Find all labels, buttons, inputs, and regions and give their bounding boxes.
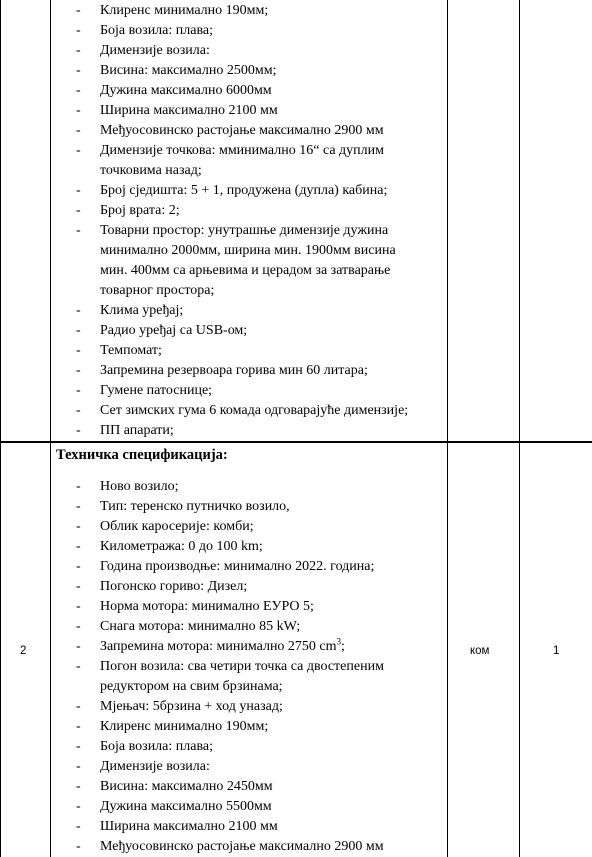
list-dash: -: [76, 363, 81, 378]
table-border-left: [0, 0, 1, 857]
list-dash: -: [76, 779, 81, 794]
table-border-col1: [50, 0, 51, 857]
list-item: [76, 301, 444, 321]
list-dash: -: [76, 423, 81, 438]
list-item-text: [100, 421, 174, 441]
list-item: [76, 517, 444, 537]
list-dash: -: [76, 759, 81, 774]
list-item: [76, 1, 444, 21]
list-item: [76, 817, 444, 837]
list-item: [76, 401, 444, 421]
list-dash: -: [76, 579, 81, 594]
list-item: [76, 717, 444, 737]
list-item-line: Норма мотора: минимално ЕУРО 5;: [100, 599, 314, 614]
list-item-line: Димензије возила:: [100, 759, 210, 774]
list-item-line: Тип: теренско путничко возило,: [100, 499, 290, 514]
list-dash: -: [76, 539, 81, 554]
list-item-line: Дужина максимално 6000мм: [100, 83, 272, 98]
list-item: [76, 81, 444, 101]
table-row-divider: [0, 441, 592, 443]
list-item-line: Висина: максимално 2450мм: [100, 779, 273, 794]
list-dash: -: [76, 839, 81, 854]
list-item-text: [100, 817, 278, 837]
list-dash: -: [76, 599, 81, 614]
list-item-line: Клиренс минимално 190мм;: [100, 719, 269, 734]
list-item-text: [100, 737, 213, 757]
list-item-text: [100, 777, 273, 797]
list-item: [76, 497, 444, 517]
list-dash: -: [76, 499, 81, 514]
list-dash: -: [76, 559, 81, 574]
list-item-line: Међуосовинско растојање максимално 2900 мм: [100, 839, 384, 854]
list-item: [76, 477, 444, 497]
list-item-text: [100, 497, 290, 517]
list-item-line: точковима назад;: [100, 163, 202, 178]
list-dash: -: [76, 739, 81, 754]
list-item-line: Погонско гориво: Дизел;: [100, 579, 248, 594]
list-item-line: Дужина максимално 5500мм: [100, 799, 272, 814]
list-dash: -: [76, 699, 81, 714]
list-item: [76, 637, 444, 657]
list-item-text: [100, 797, 272, 817]
table-border-col2: [447, 0, 448, 857]
list-item-line: мин. 400мм са арњевима и церадом за затварање: [100, 263, 391, 278]
list-item-text: [100, 341, 162, 361]
list-dash: -: [76, 223, 81, 238]
list-item-text: [100, 101, 278, 121]
list-item-text: [100, 361, 368, 381]
list-item-line: Запремина мотора: минимално 2750 $cm^3$;: [100, 636, 345, 654]
quantity-cell: 1: [553, 645, 560, 657]
list-item-line: Ширина максимално 2100 мм: [100, 819, 278, 834]
list-item-line: Мјењач: 5брзина + ход уназад;: [100, 699, 283, 714]
list-item-text: [100, 201, 180, 221]
list-item-line: Ширина максимално 2100 мм: [100, 103, 278, 118]
list-item-line: Ново возило;: [100, 479, 179, 494]
list-item-text: [100, 141, 384, 181]
list-item-line: Боја возила: плава;: [100, 739, 213, 754]
list-item-text: [100, 121, 384, 141]
list-dash: -: [76, 619, 81, 634]
list-item-text: [100, 181, 387, 201]
list-dash: -: [76, 123, 81, 138]
list-item: [76, 221, 444, 301]
list-item: [76, 141, 444, 181]
list-dash: -: [76, 819, 81, 834]
list-item-text: [100, 537, 263, 557]
list-item: [76, 381, 444, 401]
list-dash: -: [76, 519, 81, 534]
list-item-line: Број сједишта: 5 + 1, продужена (дупла) кабина;: [100, 183, 388, 198]
list-item: [76, 697, 444, 717]
unit-cell: ком: [470, 645, 490, 657]
list-dash: -: [76, 383, 81, 398]
list-item: [76, 777, 444, 797]
list-item: [76, 537, 444, 557]
list-item: [76, 21, 444, 41]
list-item: [76, 41, 444, 61]
table-border-col3: [519, 0, 520, 857]
list-item-text: [100, 81, 272, 101]
list-item: [76, 421, 444, 441]
list-dash: -: [76, 3, 81, 18]
list-item-text: [100, 301, 183, 321]
list-item-line: Међуосовинско растојање максимално 2900 мм: [100, 123, 384, 138]
list-item: [76, 321, 444, 341]
list-dash: -: [76, 103, 81, 118]
list-item-line: Димензије возила:: [100, 43, 210, 58]
list-item-text: [100, 837, 384, 857]
list-item: [76, 597, 444, 617]
list-item: [76, 361, 444, 381]
list-dash: -: [76, 303, 81, 318]
list-item: [76, 577, 444, 597]
list-item-line: Број врата: 2;: [100, 203, 180, 218]
row-number: 2: [20, 645, 27, 657]
list-dash: -: [76, 63, 81, 78]
list-dash: -: [76, 143, 81, 158]
list-item-text: [100, 477, 179, 497]
list-item-line: Запремина резервоара горива мин 60 литара;: [100, 363, 368, 378]
list-dash: -: [76, 343, 81, 358]
list-item-line: Километража: 0 до 100 km;: [100, 539, 263, 554]
list-dash: -: [76, 323, 81, 338]
list-item: [76, 757, 444, 777]
list-item-text: [100, 557, 374, 577]
list-item-line: Боја возила: плава;: [100, 23, 213, 38]
list-item-text: [100, 1, 268, 21]
list-item-line: Радио уређај са USB-ом;: [100, 323, 248, 338]
list-dash: -: [76, 719, 81, 734]
superscript: 3: [336, 636, 342, 647]
list-item-line: Погон возила: сва четири точка са двостепеним: [100, 659, 384, 674]
list-dash: -: [76, 183, 81, 198]
list-item-text: [100, 657, 384, 697]
list-item-line: Сет зимских гума 6 комада одговарајуће димензије;: [100, 403, 409, 418]
spec-title: Техничка спецификација:: [56, 447, 228, 463]
list-item-line: Висина: максимално 2500мм;: [100, 63, 277, 78]
list-item-line: минимално 2000мм, ширина мин. 1900мм висина: [100, 243, 396, 258]
list-item-line: Снага мотора: минимално 85 kW;: [100, 619, 301, 634]
list-item: [76, 837, 444, 857]
list-dash: -: [76, 659, 81, 674]
list-item-line: Темпомат;: [100, 343, 162, 358]
list-item-text: [100, 321, 247, 341]
list-item-line: Гумене патоснице;: [100, 383, 213, 398]
list-item-text: [100, 61, 276, 81]
list-dash: -: [76, 203, 81, 218]
list-dash: -: [76, 403, 81, 418]
list-item-text: [100, 617, 300, 637]
list-item: [76, 341, 444, 361]
list-item-line: товарног простора;: [100, 283, 215, 298]
list-item: [76, 557, 444, 577]
list-item-text: [100, 517, 254, 537]
list-item-line: Димензије точкова: мминимално 16“ са дуплим: [100, 143, 385, 158]
list-dash: -: [76, 43, 81, 58]
list-item-text: [100, 577, 247, 597]
list-item: [76, 797, 444, 817]
list-item: [76, 737, 444, 757]
list-item-text: [100, 637, 345, 657]
list-dash: -: [76, 83, 81, 98]
list-item-text: [100, 21, 213, 41]
list-item-text: [100, 221, 396, 301]
list-item-text: [100, 41, 210, 61]
list-item-line: Година производње: минимално 2022. година;: [100, 559, 375, 574]
list-item: [76, 657, 444, 697]
list-dash: -: [76, 23, 81, 38]
list-item: [76, 101, 444, 121]
list-item-text: [100, 757, 210, 777]
list-dash: -: [76, 479, 81, 494]
list-item-line: Клиренс минимално 190мм;: [100, 3, 269, 18]
list-item-line: редуктором на свим брзинама;: [100, 679, 283, 694]
list-item-line: Товарни простор: унутрашње димензије дужина: [100, 223, 389, 238]
list-item-line: Клима уређај;: [100, 303, 184, 318]
list-item: [76, 121, 444, 141]
list-item-line: Облик каросерије: комби;: [100, 519, 254, 534]
list-item: [76, 181, 444, 201]
list-item-text: [100, 401, 408, 421]
list-item: [76, 201, 444, 221]
list-item-line: ПП апарати;: [100, 423, 174, 438]
list-item-text: [100, 381, 212, 401]
list-item-text: [100, 597, 314, 617]
list-item: [76, 617, 444, 637]
list-dash: -: [76, 799, 81, 814]
list-dash: -: [76, 639, 81, 654]
list-item-text: [100, 697, 283, 717]
list-item: [76, 61, 444, 81]
list-item-text: [100, 717, 268, 737]
